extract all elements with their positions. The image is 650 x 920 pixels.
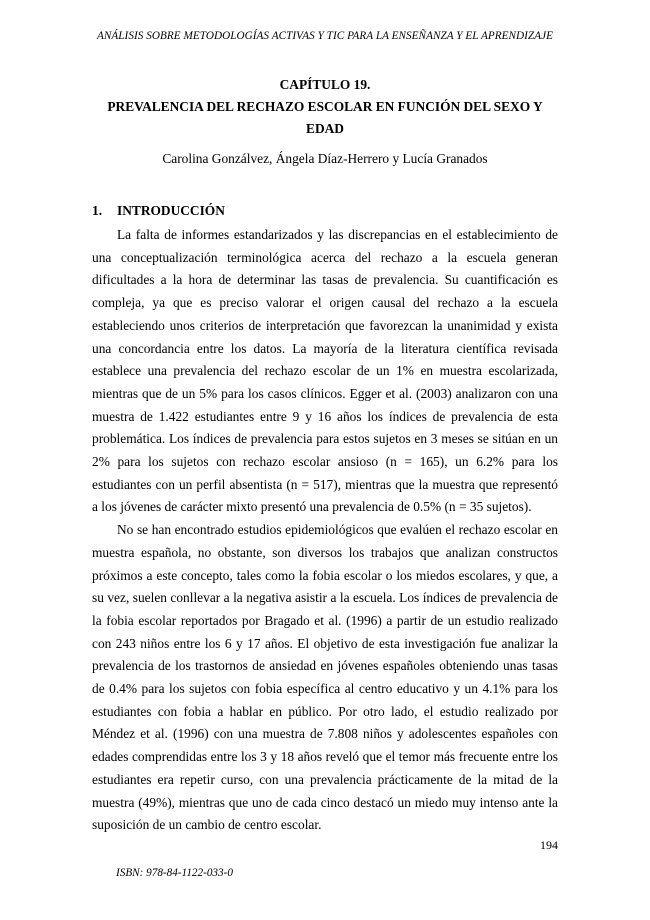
section-heading: [92, 203, 225, 219]
chapter-heading: [90, 74, 560, 140]
section-number: 1.: [92, 203, 103, 218]
section-title: INTRODUCCIÓN: [117, 203, 225, 218]
body-text: [92, 224, 558, 837]
chapter-title-line-2: EDAD: [306, 121, 344, 136]
paragraph-2: No se han encontrado estudios epidemiológicos que evalúen el rechazo escolar en muestra española, no obstante, son diversos los trabajos que analizan constructos próximos a este concepto, tales como la fobia escolar o los miedos escolares, y que, a su vez, suelen conllevar a la negativa asistir a la escuela. Los índices de prevalencia de la fobia escolar reportados por Bragado et al. (1996) a partir de un estudio realizado con 243 niños entre los 6 y 17 años. El objetivo de esta investigación fue analizar la prevalencia de los trastornos de ansiedad en jóvenes españoles obteniendo unas tasas de 0.4% para los sujetos con fobia específica al centro educativo y un 4.1% para los estudiantes con fobia a hablar en público. Por otro lado, el estudio realizado por Méndez et al. (1996) con una muestra de 7.808 niños y adolescentes españoles con edades comprendidas entre los 3 y 18 años reveló que el temor más frecuente entre los estudiantes era repetir curso, con una prevalencia prácticamente de la mitad de la muestra (49%), mientras que uno de cada cinco destacó un miedo muy intenso ante la suposición de un cambio de centro escolar.: [92, 522, 558, 833]
running-header: ANÁLISIS SOBRE METODOLOGÍAS ACTIVAS Y TIC PARA LA ENSEÑANZA Y EL APRENDIZAJE: [97, 30, 553, 42]
chapter-label: CAPÍTULO 19.: [279, 77, 371, 92]
page-number: 194: [540, 838, 558, 852]
chapter-title-line-1: PREVALENCIA DEL RECHAZO ESCOLAR EN FUNCIÓN DEL SEXO Y: [107, 99, 543, 114]
paragraph-1: La falta de informes estandarizados y las discrepancias en el establecimiento de una conceptualización terminológica acerca del rechazo a la escuela generan dificultades a la hora de determinar las tasas de prevalencia. Su cuantificación es compleja, ya que es preciso valorar el origen causal del rechazo a la escuela estableciendo unos criterios de interpretación que favorezcan la unanimidad y exista una concordancia entre los datos. La mayoría de la literatura científica revisada establece una prevalencia del rechazo escolar de un 1% en muestra escolarizada, mientras que de un 5% para los casos clínicos. Egger et al. (2003) analizaron con una muestra de 1.422 estudiantes entre 9 y 16 años los índices de prevalencia de esta problemática. Los índices de prevalencia para estos sujetos en 3 meses se sitúan en un 2% para los sujetos con rechazo escolar ansioso (n = 165), un 6.2% para los estudiantes con un perfil absentista (n = 517), mientras que la muestra que representó a los jóvenes de carácter mixto presentó una prevalencia de 0.5% (n = 35 sujetos).: [92, 227, 558, 515]
authors: Carolina Gonzálvez, Ángela Díaz-Herrero y Lucía Granados: [162, 151, 488, 166]
isbn: ISBN: 978-84-1122-033-0: [116, 867, 233, 879]
